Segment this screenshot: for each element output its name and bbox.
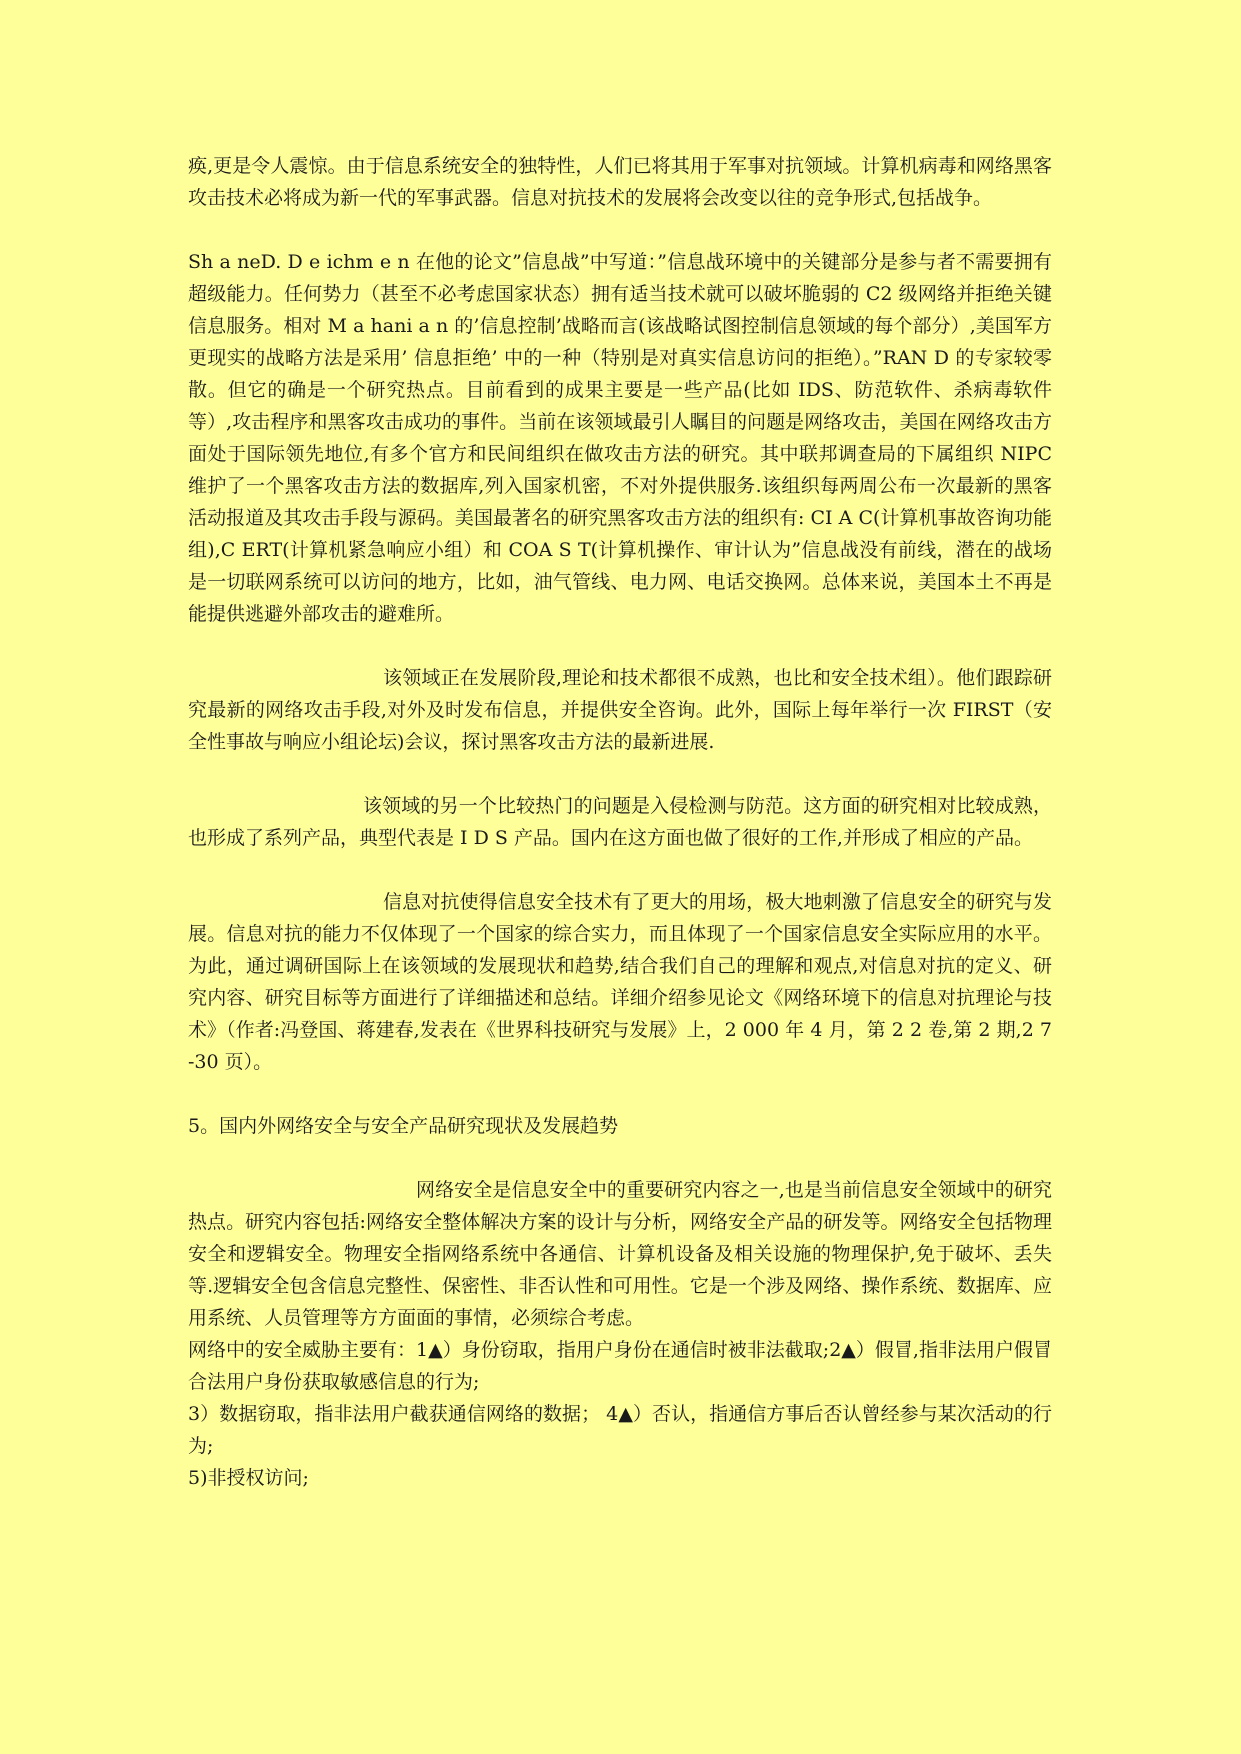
paragraph-threats-1-2: 网络中的安全威胁主要有：1▲）身份窃取，指用户身份在通信时被非法截取;2▲）假冒,指非法用户假冒合法用户身份获取敏感信息的行为; [188,1339,1052,1393]
paragraph-threat-5: 5)非授权访问; [188,1467,309,1489]
paragraph-deichmen-quote: Sh a neD. D e ichm e n 在他的论文”信息战”中写道：”信息战环境中的关键部分是参与者不需要拥有超级能力。任何势力（甚至不必考虑国家状态）拥有适当技术就可以破坏脆弱的 C2 级网络并拒绝关键信息服务。相对 M a hani a n 的’信息控制’战略而言(该战略试图控制信息领域的每个部分）,美国军方更现实的战略方法是采用’ 信息拒绝’ 中的一种（特别是对真实信息访问的拒绝）。”RAN D 的专家较零散。但它的确是一个研究热点。目前看到的成果主要是一些产品(比如 IDS、防范软件、杀病毒软件等）,攻击程序和黑客攻击成功的事件。当前在该领域最引人瞩目的问题是网络攻击，美国在网络攻击方面处于国际领先地位,有多个官方和民间组织在做攻击方法的研究。其中联邦调查局的下属组织 NIPC 维护了一个黑客攻击方法的数据库,列入国家机密，不对外提供服务.该组织每两周公布一次最新的黑客活动报道及其攻击手段与源码。美国最著名的研究黑客攻击方法的组织有: CI A C(计算机事故咨询功能组),C ERT(计算机紧急响应小组）和 COA S T(计算机操作、审计认为”信息战没有前线，潜在的战场是一切联网系统可以访问的地方，比如，油气管线、电力网、电话交换网。总体来说，美国本土不再是能提供逃避外部攻击的避难所。 [188,251,1052,625]
paragraph-threats-3-4: 3）数据窃取，指非法用户截获通信网络的数据； 4▲）否认，指通信方事后否认曾经参与某次活动的行为; [188,1403,1052,1457]
section-heading: 5。国内外网络安全与安全产品研究现状及发展趋势 [188,1115,619,1137]
paragraph-information-countermeasure: 信息对抗使得信息安全技术有了更大的用场，极大地刺激了信息安全的研究与发展。信息对抗的能力不仅体现了一个国家的综合实力，而且体现了一个国家信息安全实际应用的水平。为此，通过调研国际上在该领域的发展现状和趋势,结合我们自己的理解和观点,对信息对抗的定义、研究内容、研究目标等方面进行了详细描述和总结。详细介绍参见论文《网络环境下的信息对抗理论与技术》（作者:冯登国、蒋建春,发表在《世界科技研究与发展》上，2 000 年 4 月，第 2 2 卷,第 2 期,2 7 -30 页）。 [188,891,1052,1073]
paragraph-network-security: 网络安全是信息安全中的重要研究内容之一,也是当前信息安全领域中的研究热点。研究内容包括:网络安全整体解决方案的设计与分析，网络安全产品的研发等。网络安全包括物理安全和逻辑安全。物理安全指网络系统中各通信、计算机设备及相关设施的物理保护,免于破坏、丢失等.逻辑安全包含信息完整性、保密性、非否认性和可用性。它是一个涉及网络、操作系统、数据库、应用系统、人员管理等方方面面的事情，必须综合考虑。 [188,1179,1052,1329]
document-page [188,150,1052,1494]
paragraph-intrusion-detection: 该领域的另一个比较热门的问题是入侵检测与防范。这方面的研究相对比较成熟，也形成了系列产品，典型代表是 I D S 产品。国内在这方面也做了很好的工作,并形成了相应的产品。 [188,795,1052,849]
paragraph-information-warfare-intro: 痪,更是令人震惊。由于信息系统安全的独特性，人们已将其用于军事对抗领域。计算机病毒和网络黑客攻击技术必将成为新一代的军事武器。信息对抗技术的发展将会改变以往的竞争形式,包括战争。 [188,155,1052,209]
paragraph-field-development: 该领域正在发展阶段,理论和技术都很不成熟，也比和安全技术组）。他们跟踪研究最新的网络攻击手段,对外及时发布信息，并提供安全咨询。此外，国际上每年举行一次 FIRST（安全性事故与响应小组论坛)会议，探讨黑客攻击方法的最新进展. [188,667,1052,753]
